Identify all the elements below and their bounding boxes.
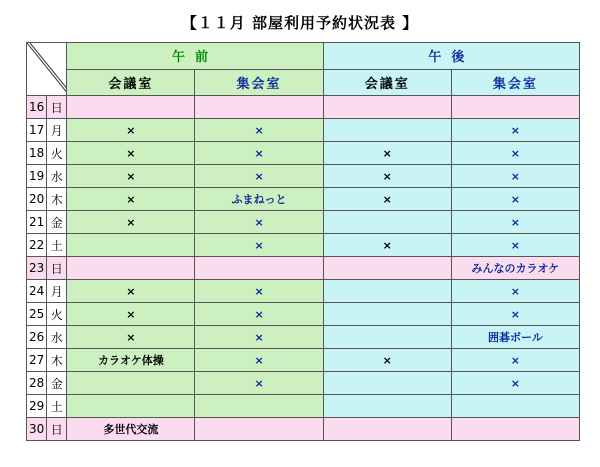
day-number-cell: 24 [27,280,47,303]
am-room2-cell: × [195,326,323,349]
day-number-cell: 30 [27,418,47,441]
weekday-cell: 月 [47,119,67,142]
am-room2-cell [195,418,323,441]
weekday-cell: 日 [47,96,67,119]
pm-room2-cell: みんなのカラオケ [451,257,579,280]
am-room2-cell [195,257,323,280]
pm-room2-cell: × [451,119,579,142]
am-room1-cell: × [67,303,195,326]
table-row [27,142,580,165]
am-room2-cell: × [195,165,323,188]
table-row [27,395,580,418]
day-number-cell: 27 [27,349,47,372]
pm-room1-cell [323,280,451,303]
weekday-cell: 金 [47,372,67,395]
header-am-room2: 集会室 [195,69,323,96]
am-room1-cell: × [67,142,195,165]
weekday-cell: 木 [47,349,67,372]
pm-room1-cell: × [323,165,451,188]
table-row [27,119,580,142]
weekday-cell: 日 [47,418,67,441]
weekday-cell: 土 [47,234,67,257]
pm-room1-cell [323,303,451,326]
am-room2-cell: × [195,142,323,165]
pm-room1-cell: × [323,188,451,211]
am-room1-cell [67,372,195,395]
am-room1-cell: × [67,119,195,142]
weekday-cell: 土 [47,395,67,418]
pm-room2-cell [451,395,579,418]
table-row [27,96,580,119]
table-row [27,257,580,280]
am-room1-cell: × [67,280,195,303]
pm-room1-cell: × [323,349,451,372]
page-title: 【１１月 部屋利用予約状況表 】 [181,14,419,32]
pm-room1-cell [323,326,451,349]
pm-room2-cell: × [451,211,579,234]
am-room2-cell: × [195,280,323,303]
day-number-cell: 29 [27,395,47,418]
pm-room2-cell: × [451,234,579,257]
am-room1-cell [67,257,195,280]
corner-diagonal-cell [27,43,67,96]
pm-room1-cell [323,418,451,441]
day-number-cell: 23 [27,257,47,280]
reservation-table [26,42,580,441]
header-am-room1: 会議室 [67,69,195,96]
pm-room2-cell: × [451,349,579,372]
pm-room2-cell [451,96,579,119]
table-row [27,372,580,395]
day-number-cell: 26 [27,326,47,349]
weekday-cell: 火 [47,303,67,326]
header-am: 午前 [67,43,323,70]
pm-room2-cell: × [451,142,579,165]
am-room2-cell: × [195,234,323,257]
pm-room1-cell [323,372,451,395]
day-number-cell: 28 [27,372,47,395]
table-row [27,188,580,211]
header-pm-room1: 会議室 [323,69,451,96]
pm-room2-cell: × [451,303,579,326]
pm-room1-cell [323,257,451,280]
am-room2-cell: ふまねっと [195,188,323,211]
weekday-cell: 水 [47,165,67,188]
am-room1-cell: × [67,188,195,211]
day-number-cell: 20 [27,188,47,211]
am-room1-cell [67,234,195,257]
day-number-cell: 22 [27,234,47,257]
day-number-cell: 17 [27,119,47,142]
pm-room2-cell: × [451,188,579,211]
pm-room2-cell [451,418,579,441]
pm-room1-cell: × [323,234,451,257]
weekday-cell: 日 [47,257,67,280]
table-row [27,418,580,441]
table-row [27,303,580,326]
am-room1-cell: × [67,165,195,188]
am-room2-cell: × [195,349,323,372]
pm-room2-cell: × [451,372,579,395]
am-room2-cell: × [195,303,323,326]
weekday-cell: 火 [47,142,67,165]
pm-room2-cell: × [451,280,579,303]
weekday-cell: 水 [47,326,67,349]
am-room2-cell: × [195,211,323,234]
day-number-cell: 16 [27,96,47,119]
weekday-cell: 金 [47,211,67,234]
day-number-cell: 25 [27,303,47,326]
day-number-cell: 21 [27,211,47,234]
weekday-cell: 木 [47,188,67,211]
pm-room1-cell [323,119,451,142]
am-room1-cell [67,96,195,119]
table-row [27,234,580,257]
pm-room1-cell: × [323,142,451,165]
table-row [27,326,580,349]
am-room1-cell: × [67,211,195,234]
header-pm-room2: 集会室 [451,69,579,96]
pm-room2-cell: × [451,165,579,188]
pm-room1-cell [323,211,451,234]
am-room2-cell [195,96,323,119]
day-number-cell: 19 [27,165,47,188]
table-row [27,165,580,188]
am-room2-cell: × [195,372,323,395]
table-row [27,211,580,234]
pm-room1-cell [323,395,451,418]
table-row [27,280,580,303]
am-room1-cell: × [67,326,195,349]
am-room1-cell: カラオケ体操 [67,349,195,372]
am-room2-cell: × [195,119,323,142]
am-room1-cell: 多世代交流 [67,418,195,441]
header-pm: 午後 [323,43,579,70]
weekday-cell: 月 [47,280,67,303]
table-row [27,349,580,372]
pm-room2-cell: 囲碁ボール [451,326,579,349]
am-room1-cell [67,395,195,418]
diagonal-lines-icon [27,43,67,95]
am-room2-cell [195,395,323,418]
day-number-cell: 18 [27,142,47,165]
pm-room1-cell [323,96,451,119]
